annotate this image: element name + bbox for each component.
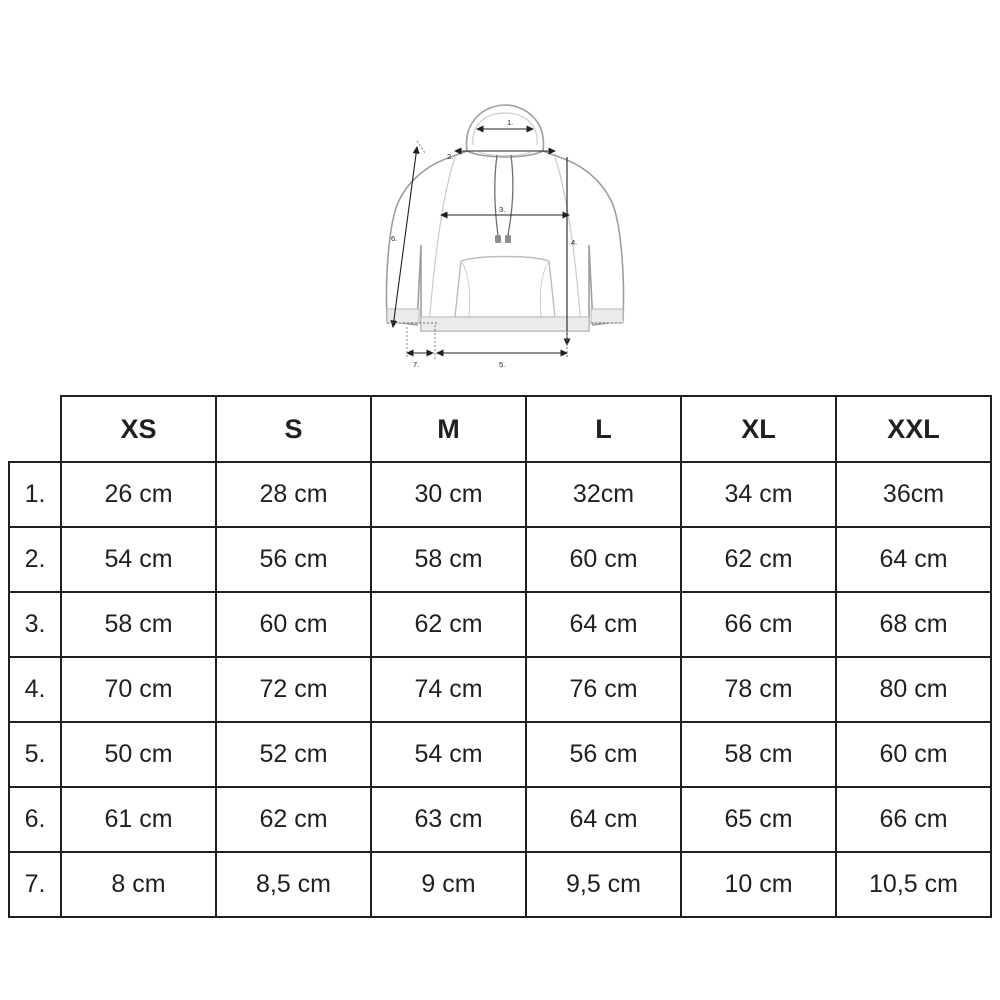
column-header-m: M <box>371 396 526 462</box>
cell-3-m: 62 cm <box>371 592 526 657</box>
cell-7-xl: 10 cm <box>681 852 836 917</box>
column-header-xxl: XXL <box>836 396 991 462</box>
row-label-3: 3. <box>9 592 61 657</box>
table-row <box>9 852 991 917</box>
hood-shape <box>467 105 544 157</box>
table-header-row <box>9 396 991 462</box>
cell-4-m: 74 cm <box>371 657 526 722</box>
table-row <box>9 527 991 592</box>
cell-4-l: 76 cm <box>526 657 681 722</box>
cell-6-m: 63 cm <box>371 787 526 852</box>
cell-6-xs: 61 cm <box>61 787 216 852</box>
cell-2-xxl: 64 cm <box>836 527 991 592</box>
callout-5: 5. <box>499 360 506 369</box>
row-label-2: 2. <box>9 527 61 592</box>
cell-6-s: 62 cm <box>216 787 371 852</box>
cell-5-l: 56 cm <box>526 722 681 787</box>
column-header-s: S <box>216 396 371 462</box>
hoodie-illustration <box>355 95 655 385</box>
cell-2-xl: 62 cm <box>681 527 836 592</box>
cell-3-xs: 58 cm <box>61 592 216 657</box>
cell-4-xxl: 80 cm <box>836 657 991 722</box>
cell-7-m: 9 cm <box>371 852 526 917</box>
callout-2: 2. <box>447 152 454 161</box>
row-label-5: 5. <box>9 722 61 787</box>
cell-5-xxl: 60 cm <box>836 722 991 787</box>
table-row <box>9 462 991 527</box>
cell-1-xxl: 36cm <box>836 462 991 527</box>
column-header-xl: XL <box>681 396 836 462</box>
column-header-xs: XS <box>61 396 216 462</box>
cell-7-l: 9,5 cm <box>526 852 681 917</box>
cell-5-s: 52 cm <box>216 722 371 787</box>
callout-4: 4. <box>571 238 578 247</box>
cell-1-xs: 26 cm <box>61 462 216 527</box>
cell-4-xl: 78 cm <box>681 657 836 722</box>
cell-2-l: 60 cm <box>526 527 681 592</box>
cell-3-xl: 66 cm <box>681 592 836 657</box>
cell-2-s: 56 cm <box>216 527 371 592</box>
diagram-area <box>0 0 1000 390</box>
cell-4-s: 72 cm <box>216 657 371 722</box>
cell-2-xs: 54 cm <box>61 527 216 592</box>
cell-7-s: 8,5 cm <box>216 852 371 917</box>
cell-2-m: 58 cm <box>371 527 526 592</box>
cell-5-xs: 50 cm <box>61 722 216 787</box>
table-corner-cell <box>9 396 61 462</box>
row-label-4: 4. <box>9 657 61 722</box>
cell-4-xs: 70 cm <box>61 657 216 722</box>
cell-6-l: 64 cm <box>526 787 681 852</box>
table-row <box>9 592 991 657</box>
cell-1-m: 30 cm <box>371 462 526 527</box>
column-header-l: L <box>526 396 681 462</box>
cell-1-xl: 34 cm <box>681 462 836 527</box>
callout-1: 1. <box>507 118 514 127</box>
table-row <box>9 787 991 852</box>
cell-5-xl: 58 cm <box>681 722 836 787</box>
cell-6-xl: 65 cm <box>681 787 836 852</box>
cell-7-xxl: 10,5 cm <box>836 852 991 917</box>
cell-3-l: 64 cm <box>526 592 681 657</box>
cell-5-m: 54 cm <box>371 722 526 787</box>
size-chart <box>8 395 992 918</box>
row-label-6: 6. <box>9 787 61 852</box>
table-row <box>9 722 991 787</box>
cell-3-s: 60 cm <box>216 592 371 657</box>
cell-6-xxl: 66 cm <box>836 787 991 852</box>
cell-3-xxl: 68 cm <box>836 592 991 657</box>
cell-1-s: 28 cm <box>216 462 371 527</box>
kangaroo-pocket <box>455 257 555 318</box>
callout-6: 6. <box>391 234 398 243</box>
table-row <box>9 657 991 722</box>
callout-7: 7. <box>413 360 420 369</box>
cell-1-l: 32cm <box>526 462 681 527</box>
row-label-1: 1. <box>9 462 61 527</box>
size-table <box>8 395 992 918</box>
cell-7-xs: 8 cm <box>61 852 216 917</box>
callout-3: 3. <box>499 205 506 214</box>
row-label-7: 7. <box>9 852 61 917</box>
